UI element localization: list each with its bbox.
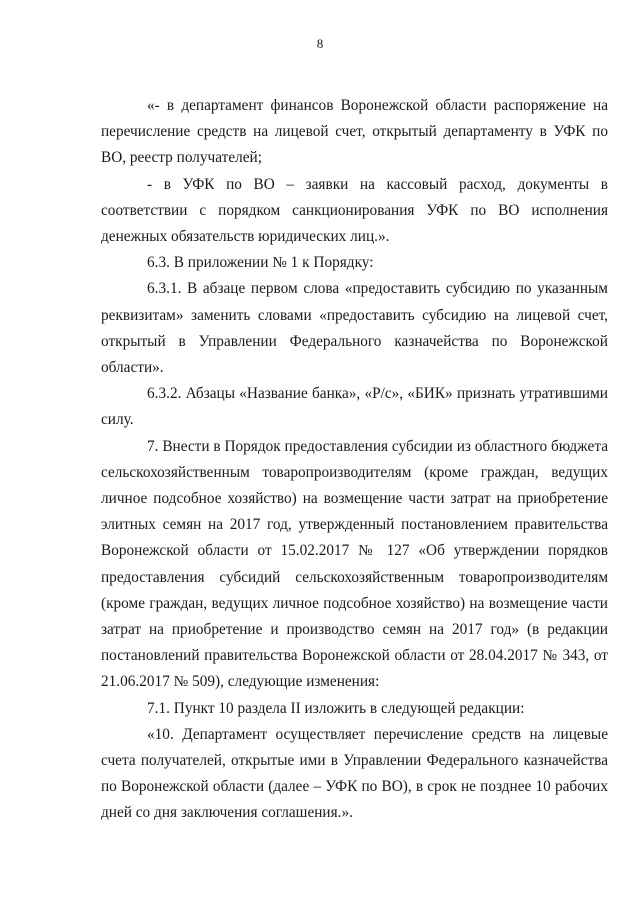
paragraph-ufk-requests: - в УФК по ВО – заявки на кассовый расход, документы в соответствии с порядком санкционирования УФК по ВО исполнения денежных обязательств юридических лиц.». [101,175,608,246]
paragraph-7: 7. Внести в Порядок предоставления субсидии из областного бюджета сельскохозяйственным товаропроизводителям (кроме граждан, ведущих личное подсобное хозяйство) на возмещение части затрат на приобретение элитных семян на 2017 год, утвержденный постановлением правительства Воронежской области от 15.02.2017 № 127 «Об утверждении порядков предоставления субсидий сельскохозяйственным товаропроизводителям (кроме граждан, ведущих личное подсобное хозяйство) на возмещение части затрат на приобретение и производство семян на 2017 год» (в редакции постановлений правительства Воронежской области от 28.04.2017 № 343, от 21.06.2017 № 509), следующие изменения: [101,437,608,691]
document-body [101,93,608,827]
paragraph-finance-department: «- в департамент финансов Воронежской области распоряжение на перечисление средств на лицевой счет, открытый департаменту в УФК по ВО, реестр получателей; [101,97,608,167]
paragraph-6-3-1: 6.3.1. В абзаце первом слова «предоставить субсидию по указанным реквизитам» заменить словами «предоставить субсидию на лицевой счет, открытый в Управлении Федерального казначейства по Воронежской области». [101,280,608,377]
paragraph-quoted-10: «10. Департамент осуществляет перечисление средств на лицевые счета получателей, открытые ими в Управлении Федерального казначейства по Воронежской области (далее – УФК по ВО), в срок не позднее 10 рабочих дней со дня заключения соглашения.». [101,725,608,822]
paragraph-6-3: 6.3. В приложении № 1 к Порядку: [147,254,374,272]
paragraph-6-3-2: 6.3.2. Абзацы «Название банка», «Р/с», «БИК» признать утратившими силу. [101,385,608,429]
paragraph-7-1: 7.1. Пункт 10 раздела II изложить в следующей редакции: [147,699,525,717]
page-number: 8 [316,36,324,51]
